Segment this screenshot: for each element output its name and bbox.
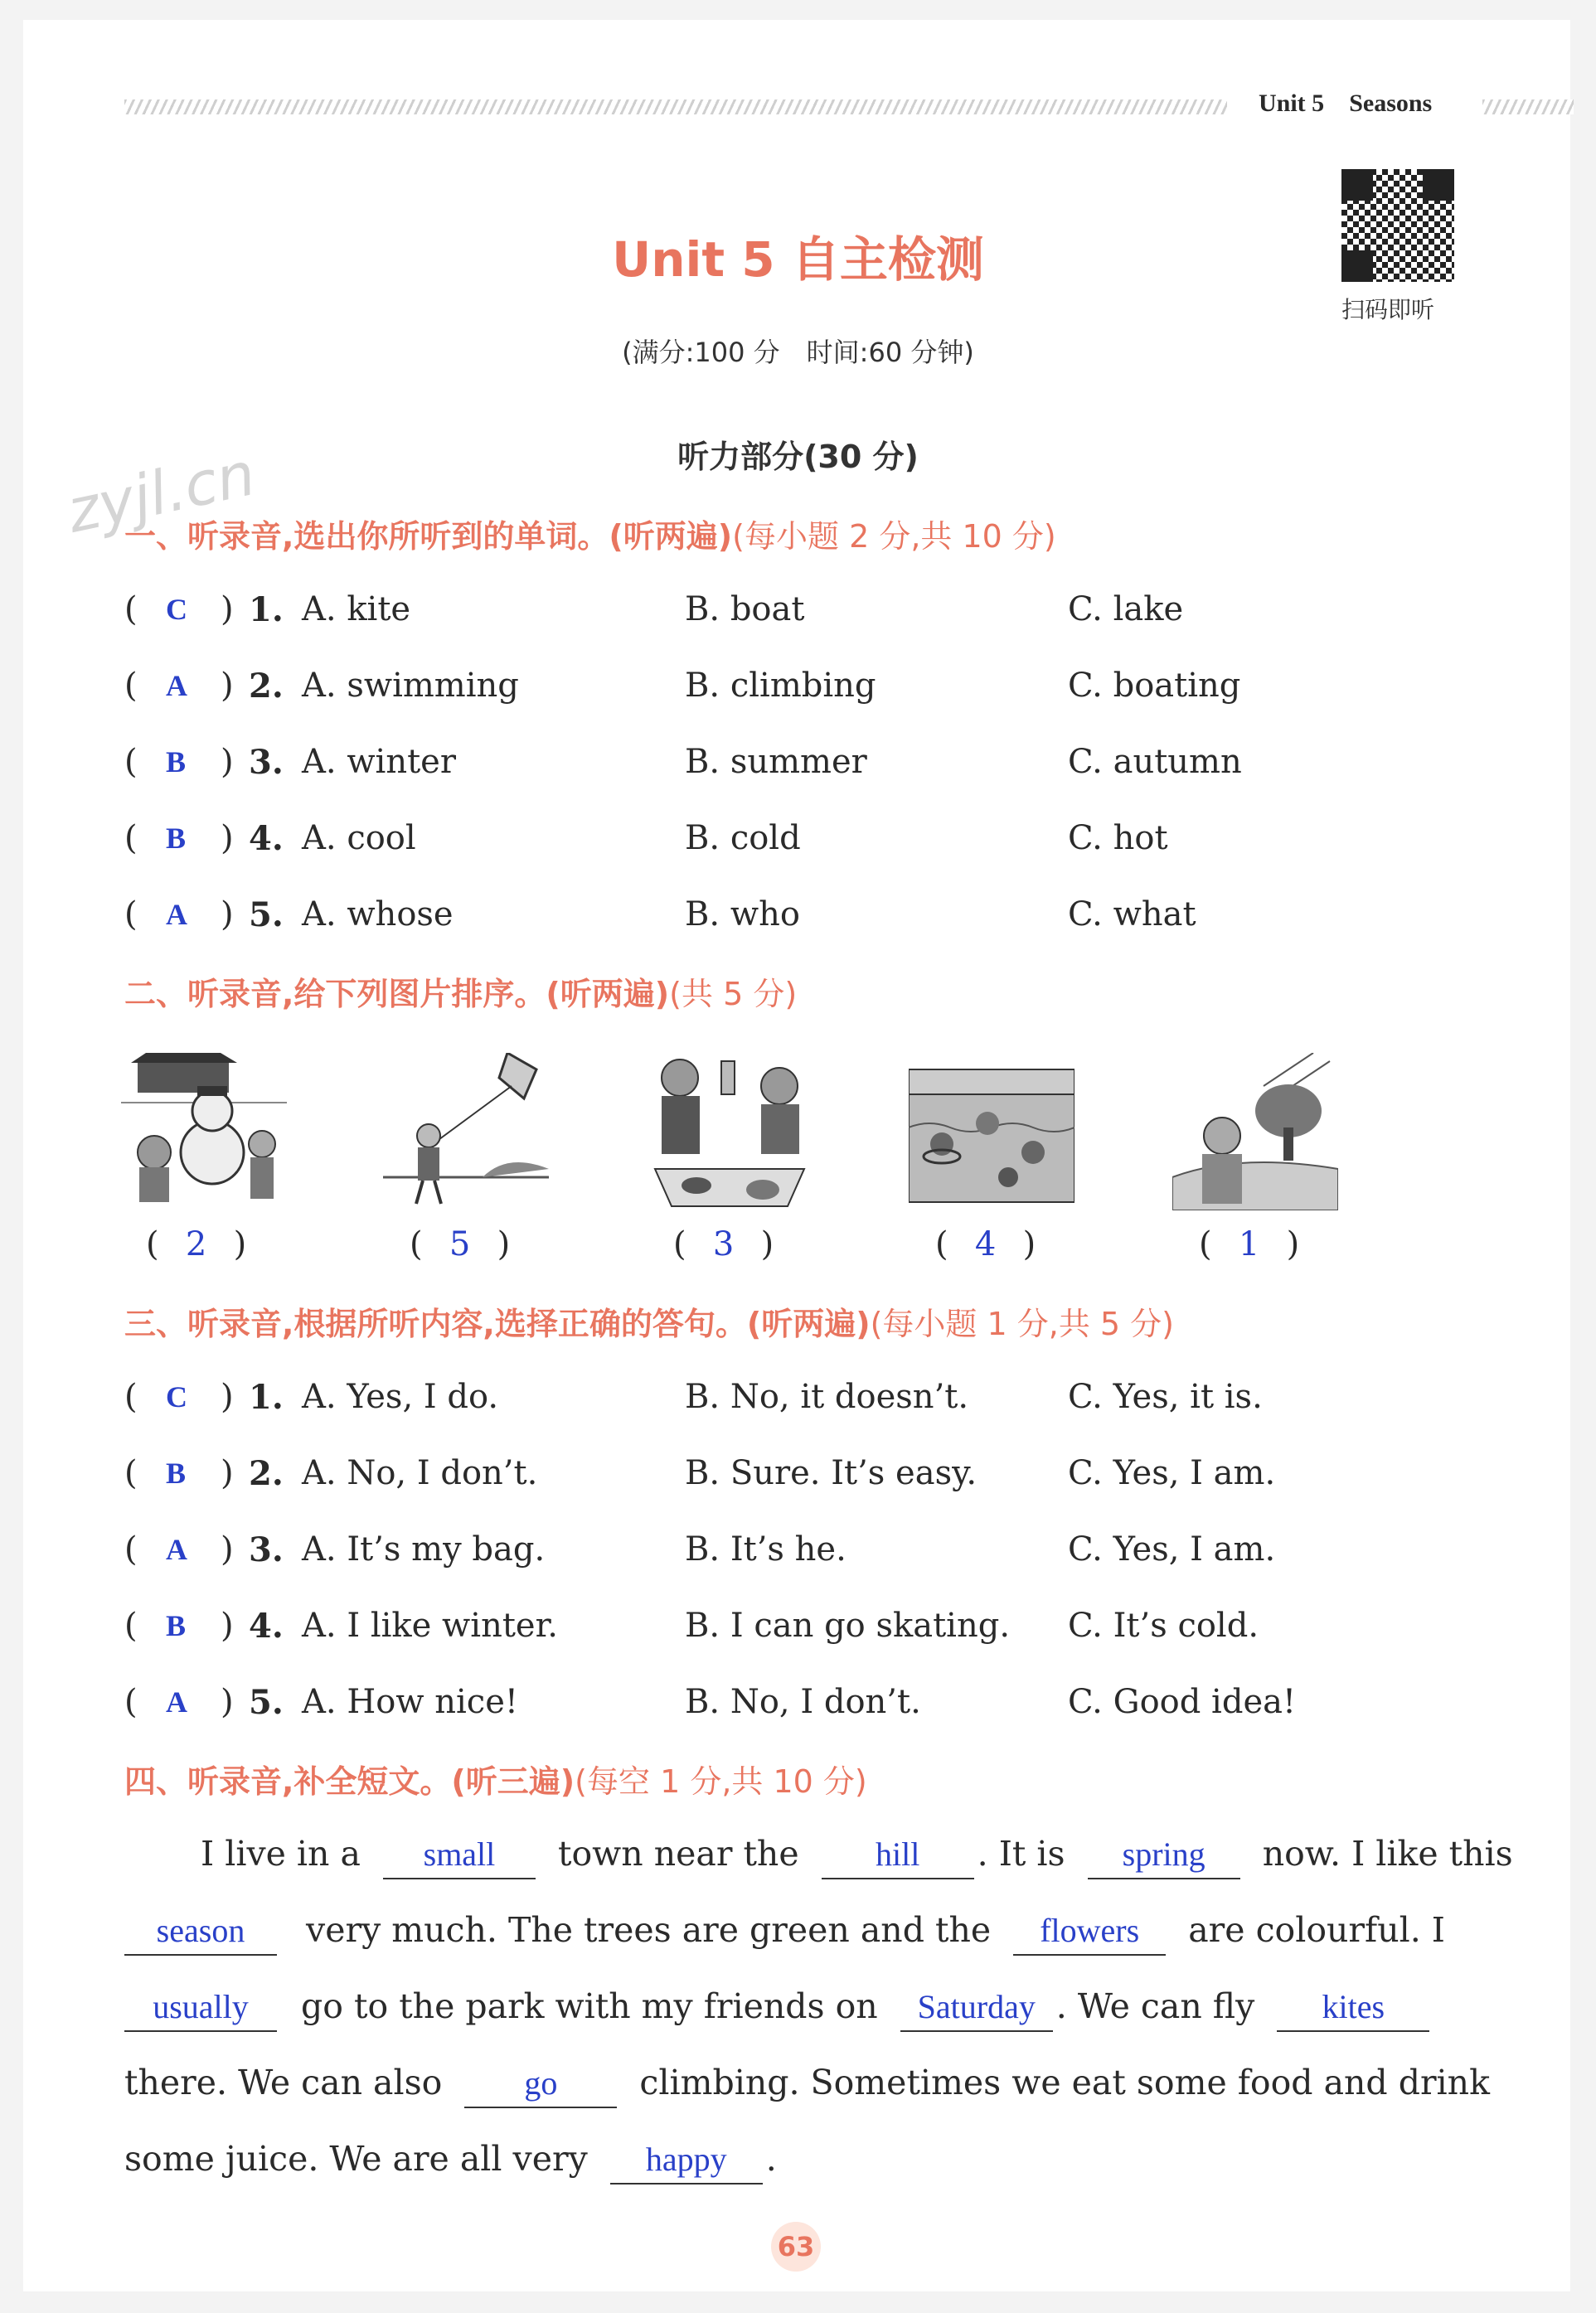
answer-mark: 4 xyxy=(974,1225,997,1263)
qr-caption: 扫码即听 xyxy=(1341,296,1435,323)
section1-heading: 一、听录音,选出你所听到的单词。(听两遍)(每小题 2 分,共 10 分) xyxy=(124,518,1056,555)
answer-mark: 2 xyxy=(185,1225,207,1263)
blank-10[interactable]: happy xyxy=(610,2136,763,2184)
passage-line-5: some juice. We are all very happy . xyxy=(124,2121,1454,2197)
picture-5-order: ( 1 ) xyxy=(1199,1225,1300,1263)
picture-1-order: ( 2 ) xyxy=(146,1225,247,1263)
passage-line-3: usually go to the park with my friends on Saturday . We can fly kites xyxy=(124,1968,1454,2044)
picture-4-order: ( 4 ) xyxy=(935,1225,1036,1263)
answer-mark: B xyxy=(166,822,187,855)
blank-2[interactable]: hill xyxy=(822,1831,974,1879)
blank-7[interactable]: Saturday xyxy=(900,1984,1053,2032)
page-title: Unit 5 自主检测 xyxy=(612,231,984,288)
page-subtitle: (满分:100 分 时间:60 分钟) xyxy=(622,337,974,368)
answer-mark: 3 xyxy=(712,1225,735,1263)
blank-3[interactable]: spring xyxy=(1088,1831,1240,1879)
blank-6[interactable]: usually xyxy=(124,1984,277,2032)
picture-2-order: ( 5 ) xyxy=(410,1225,511,1263)
picture-3-order: ( 3 ) xyxy=(673,1225,774,1263)
section3-heading: 三、听录音,根据所听内容,选择正确的答句。(听两遍)(每小题 1 分,共 5 分) xyxy=(124,1306,1175,1342)
section4-heading: 四、听录音,补全短文。(听三遍)(每空 1 分,共 10 分) xyxy=(124,1763,867,1800)
answer-mark: 5 xyxy=(449,1225,471,1263)
answer-mark: C xyxy=(166,1380,187,1414)
answer-mark: C xyxy=(166,593,187,626)
answer-mark: B xyxy=(166,1609,187,1642)
answer-mark: A xyxy=(166,898,187,931)
blank-9[interactable]: go xyxy=(464,2060,617,2108)
cloze-passage xyxy=(124,1816,1513,2197)
answer-mark: A xyxy=(166,1533,187,1566)
answer-mark: B xyxy=(166,745,187,778)
swimming-pool-picture xyxy=(909,1053,1075,1210)
passage-line-4: there. We can also go climbing. Sometimes we eat some food and drink xyxy=(124,2044,1454,2121)
answer-mark: B xyxy=(166,1457,187,1490)
answer-mark: A xyxy=(166,669,187,702)
listening-part-heading: 听力部分(30 分) xyxy=(677,439,919,475)
page-number: 63 xyxy=(771,2222,821,2272)
picnic-picture xyxy=(647,1053,813,1210)
header-stripe-left xyxy=(124,99,1227,114)
header-topic-label: Seasons xyxy=(1349,90,1433,117)
header-unit xyxy=(1259,90,1457,118)
passage-line-2: season very much. The trees are green and the flowers are colourful. I xyxy=(124,1892,1454,1968)
header-stripe-right xyxy=(1482,99,1574,114)
snowman-picture xyxy=(121,1053,287,1210)
passage-line-1: I live in a small town near the hill . It is spring now. I like this xyxy=(124,1816,1454,1892)
blank-8[interactable]: kites xyxy=(1277,1984,1429,2032)
windy-day-picture xyxy=(1172,1053,1338,1210)
blank-4[interactable]: season xyxy=(124,1908,277,1956)
answer-mark: 1 xyxy=(1238,1225,1260,1263)
blank-1[interactable]: small xyxy=(383,1831,536,1879)
blank-5[interactable]: flowers xyxy=(1013,1908,1166,1956)
header-unit-label: Unit 5 xyxy=(1259,90,1325,117)
watermark: zyjl.cn xyxy=(61,439,261,546)
kite-flying-picture xyxy=(383,1053,549,1210)
answer-mark: A xyxy=(166,1685,187,1719)
section2-heading: 二、听录音,给下列图片排序。(听两遍)(共 5 分) xyxy=(124,976,798,1012)
